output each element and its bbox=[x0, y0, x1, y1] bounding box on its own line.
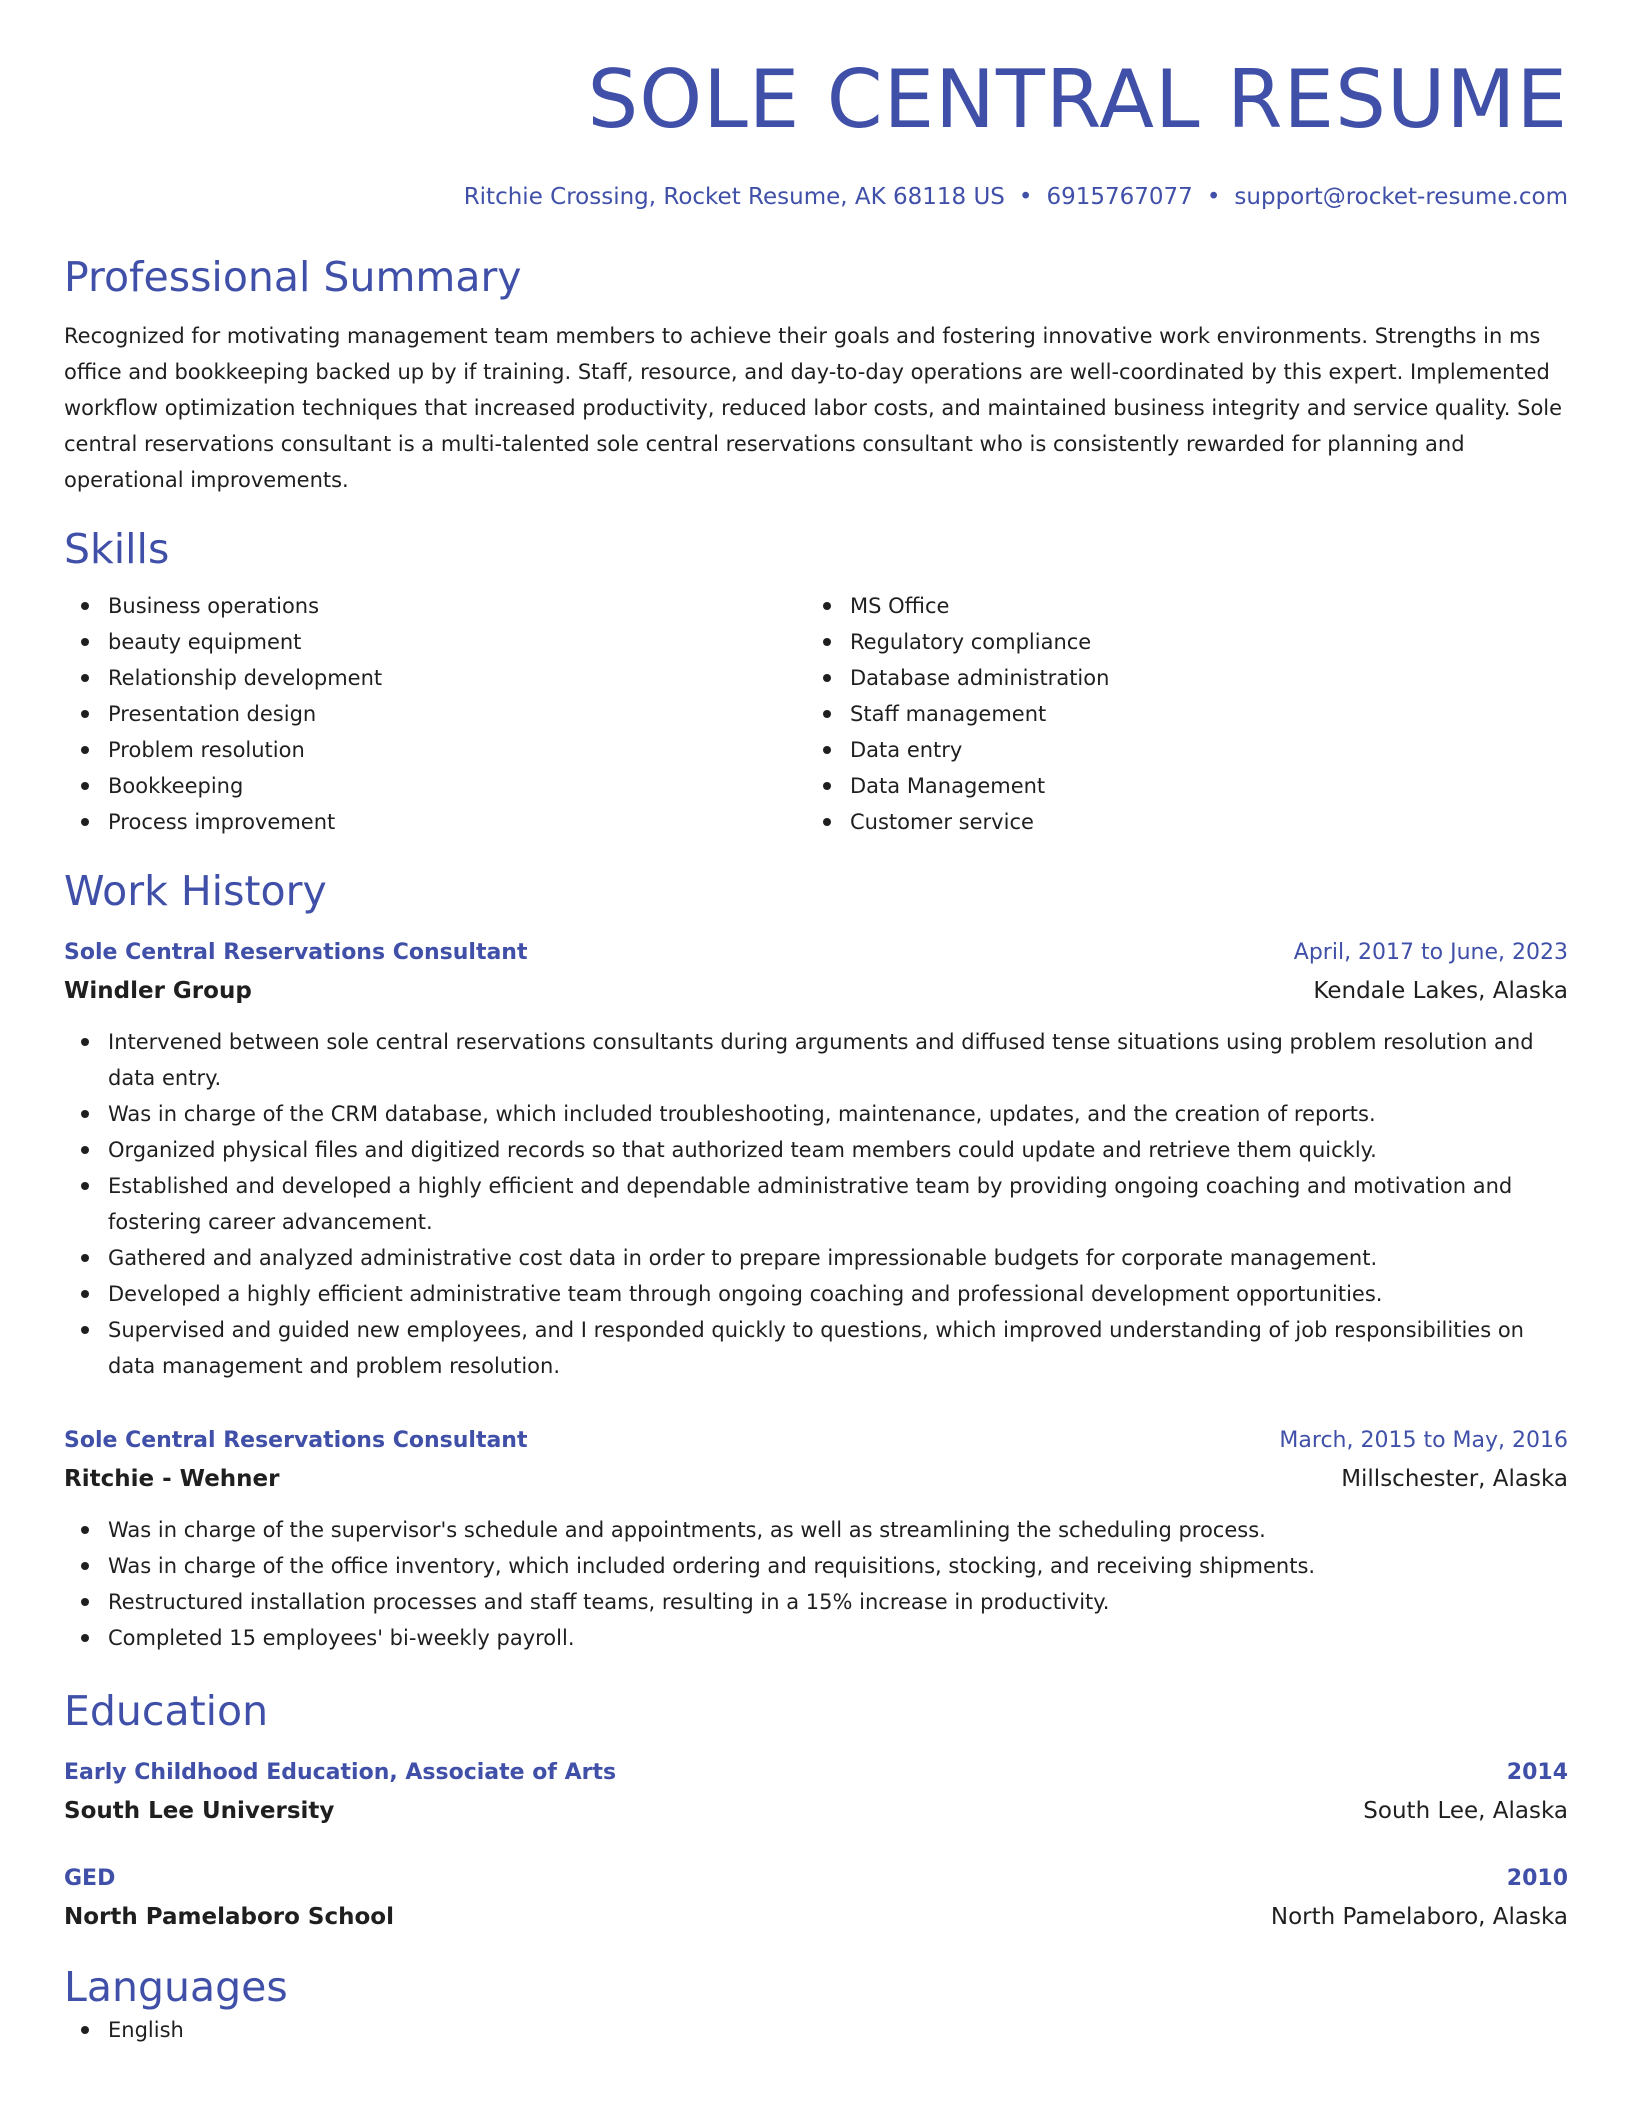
skills-list bbox=[64, 588, 1568, 840]
job-location: Kendale Lakes, Alaska bbox=[1313, 978, 1568, 1004]
languages-heading: Languages bbox=[64, 1963, 288, 2011]
summary-heading: Professional Summary bbox=[64, 253, 522, 301]
job-bullet: Intervened between sole central reservations consultants during arguments and diffused tense situations using problem resolution and data entry. bbox=[108, 1024, 1568, 1096]
contact-separator: • bbox=[1018, 184, 1033, 210]
contact-phone: 6915767077 bbox=[1046, 184, 1193, 210]
skill-item: Bookkeeping bbox=[108, 768, 806, 804]
job-bullet: Developed a highly efficient administrative team through ongoing coaching and professional development opportunities. bbox=[108, 1276, 1568, 1312]
skill-item: MS Office bbox=[850, 588, 1568, 624]
education-location: South Lee, Alaska bbox=[1363, 1798, 1568, 1824]
job-bullet: Gathered and analyzed administrative cost data in order to prepare impressionable budgets for corporate management. bbox=[108, 1240, 1568, 1276]
skill-item: Problem resolution bbox=[108, 732, 806, 768]
job-bullet: Supervised and guided new employees, and I responded quickly to questions, which improved understanding of job responsibilities on data management and problem resolution. bbox=[108, 1312, 1568, 1384]
job-bullet: Was in charge of the supervisor's schedule and appointments, as well as streamlining the scheduling process. bbox=[108, 1512, 1568, 1548]
skill-item: Presentation design bbox=[108, 696, 806, 732]
job-bullet: Was in charge of the office inventory, which included ordering and requisitions, stocking, and receiving shipments. bbox=[108, 1548, 1568, 1584]
job-entry bbox=[64, 934, 1568, 1384]
skill-item: Business operations bbox=[108, 588, 806, 624]
education-year: 2010 bbox=[1506, 1866, 1568, 1891]
education-degree: GED bbox=[64, 1866, 116, 1891]
job-bullets bbox=[64, 1024, 1568, 1384]
job-header bbox=[64, 934, 1568, 972]
job-location: Millschester, Alaska bbox=[1341, 1466, 1568, 1492]
summary-text: Recognized for motivating management team members to achieve their goals and fostering innovative work environments. Strengths in ms office and bookkeeping backed up by if training. Staff, resource, and day-to-day operations are well-coordinated by this expert. Implemented workflow optimization techniques that increased productivity, reduced labor costs, and maintained business integrity and service quality. Sole central reservations consultant is a multi-talented sole central reservations consultant who is consistently rewarded for planning and operational improvements. bbox=[64, 324, 1563, 492]
job-bullet: Was in charge of the CRM database, which included troubleshooting, maintenance, updates, and the creation of reports. bbox=[108, 1096, 1568, 1132]
skills-column-right bbox=[806, 588, 1568, 840]
work-history-heading: Work History bbox=[64, 867, 327, 915]
job-entry bbox=[64, 1422, 1568, 1656]
skill-item: Process improvement bbox=[108, 804, 806, 840]
contact-separator: • bbox=[1206, 184, 1221, 210]
job-dates: April, 2017 to June, 2023 bbox=[1293, 940, 1568, 965]
education-school: North Pamelaboro School bbox=[64, 1904, 394, 1930]
job-subheader bbox=[64, 972, 1568, 1010]
skill-item: Database administration bbox=[850, 660, 1568, 696]
education-school: South Lee University bbox=[64, 1798, 335, 1824]
contact-email: support@rocket-resume.com bbox=[1234, 184, 1568, 210]
job-title: Sole Central Reservations Consultant bbox=[64, 1428, 528, 1453]
skill-item: Data Management bbox=[850, 768, 1568, 804]
job-bullet: Organized physical files and digitized records so that authorized team members could update and retrieve them quickly. bbox=[108, 1132, 1568, 1168]
job-title: Sole Central Reservations Consultant bbox=[64, 940, 528, 965]
contact-address: Ritchie Crossing, Rocket Resume, AK 68118 US bbox=[463, 184, 1005, 210]
job-bullet: Completed 15 employees' bi-weekly payroll. bbox=[108, 1620, 1568, 1656]
language-item: English bbox=[108, 2012, 1568, 2048]
job-dates: March, 2015 to May, 2016 bbox=[1279, 1428, 1568, 1453]
skill-item: Staff management bbox=[850, 696, 1568, 732]
job-bullet: Restructured installation processes and staff teams, resulting in a 15% increase in productivity. bbox=[108, 1584, 1568, 1620]
job-header bbox=[64, 1422, 1568, 1460]
job-bullet: Established and developed a highly efficient and dependable administrative team by providing ongoing coaching and motivation and fostering career advancement. bbox=[108, 1168, 1568, 1240]
education-degree: Early Childhood Education, Associate of Arts bbox=[64, 1760, 617, 1785]
job-company: Windler Group bbox=[64, 978, 252, 1004]
skill-item: beauty equipment bbox=[108, 624, 806, 660]
skills-column-left bbox=[64, 588, 806, 840]
resume-name: SOLE CENTRAL RESUME bbox=[587, 53, 1568, 146]
education-subheader bbox=[64, 1792, 1568, 1830]
job-subheader bbox=[64, 1460, 1568, 1498]
job-bullets bbox=[64, 1512, 1568, 1656]
education-header bbox=[64, 1754, 1568, 1792]
skill-item: Data entry bbox=[850, 732, 1568, 768]
education-location: North Pamelaboro, Alaska bbox=[1270, 1904, 1568, 1930]
education-heading: Education bbox=[64, 1687, 269, 1735]
languages-list bbox=[64, 2012, 1568, 2048]
education-entry bbox=[64, 1754, 1568, 1830]
skill-item: Customer service bbox=[850, 804, 1568, 840]
education-entry bbox=[64, 1860, 1568, 1936]
skill-item: Regulatory compliance bbox=[850, 624, 1568, 660]
education-header bbox=[64, 1860, 1568, 1898]
skills-heading: Skills bbox=[64, 525, 170, 573]
contact-line bbox=[64, 182, 1568, 212]
education-subheader bbox=[64, 1898, 1568, 1936]
education-year: 2014 bbox=[1506, 1760, 1568, 1785]
job-company: Ritchie - Wehner bbox=[64, 1466, 280, 1492]
skill-item: Relationship development bbox=[108, 660, 806, 696]
